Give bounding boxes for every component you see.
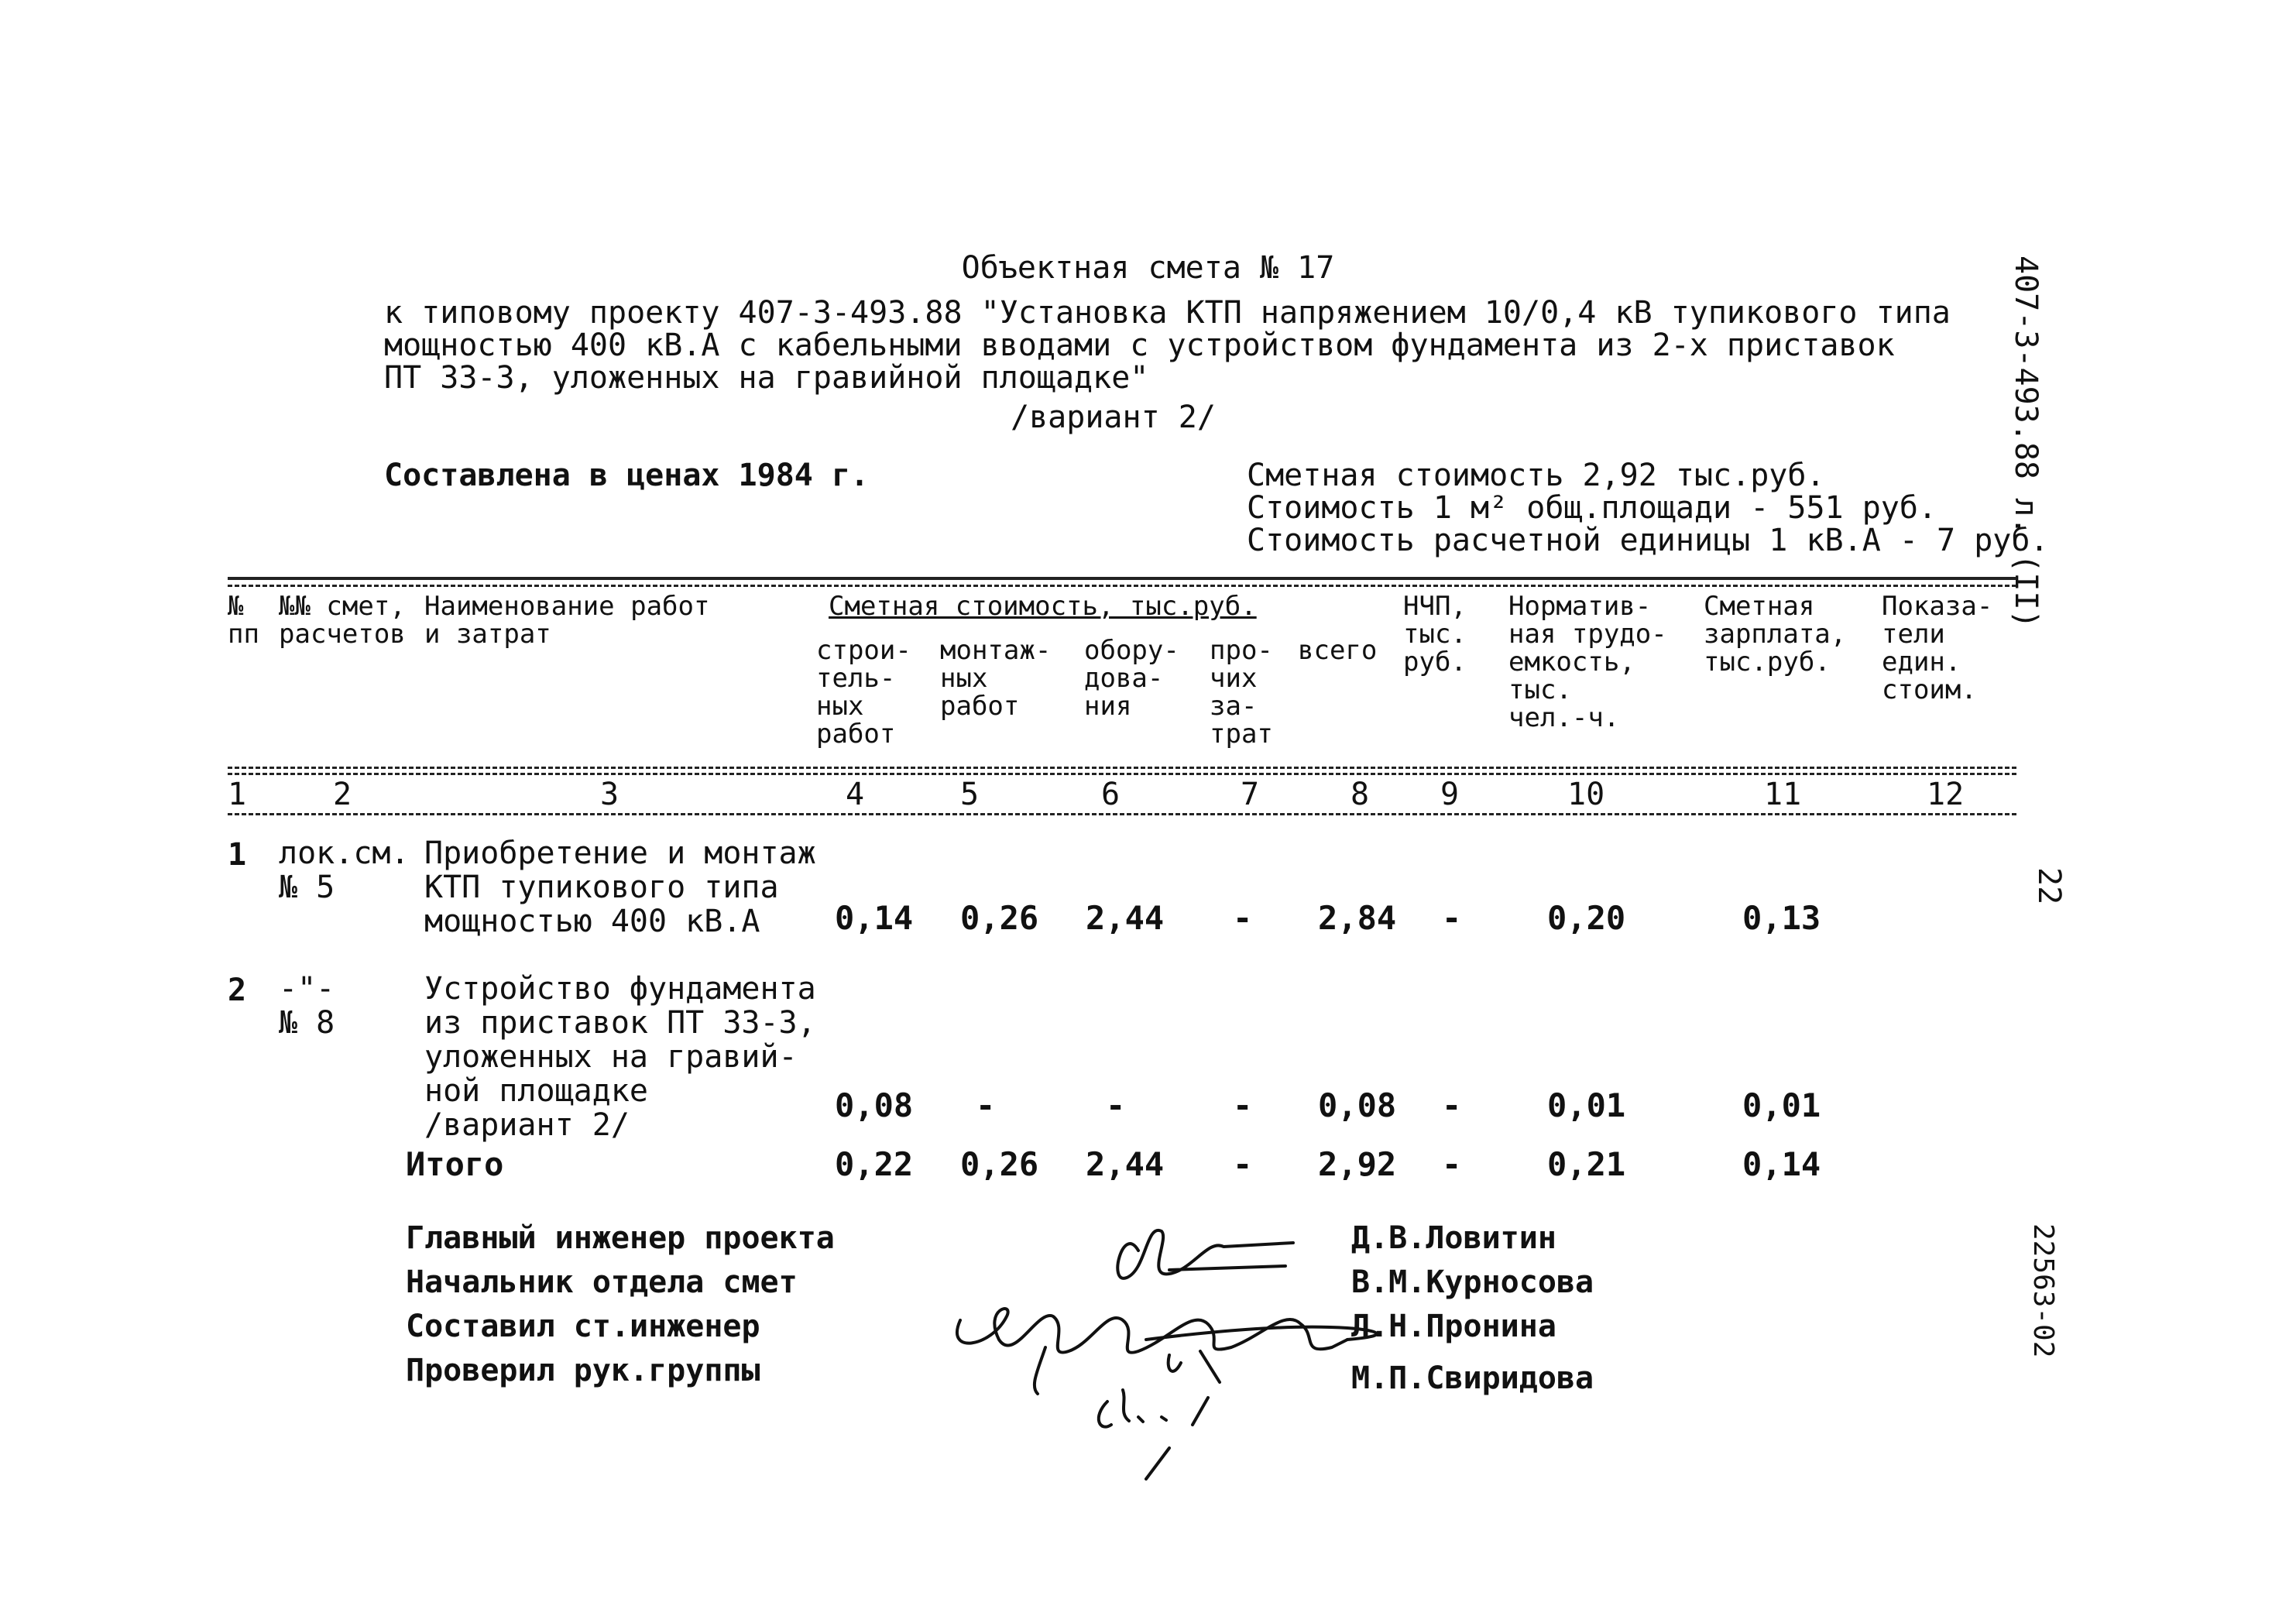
- total-wages: 0,14: [1742, 1145, 1821, 1183]
- sign-name-4: М.П.Свиридова: [1351, 1361, 1594, 1396]
- header-bottom-rule-2: [228, 773, 2016, 775]
- document-title: Объектная смета № 17: [961, 250, 1335, 286]
- total-total: 2,92: [1318, 1145, 1397, 1183]
- col-number-9: 9: [1440, 777, 1460, 812]
- header-wages: Сметная зарплата, тыс.руб.: [1704, 591, 1847, 678]
- handwritten-signatures: [914, 1192, 1688, 1440]
- row1-other: -: [1233, 899, 1253, 937]
- header-num: № пп: [228, 591, 259, 650]
- total-other: -: [1233, 1145, 1253, 1183]
- col-number-4: 4: [846, 777, 865, 812]
- row2-wages: 0,01: [1742, 1086, 1821, 1124]
- row1-ref: лок.см. № 5: [279, 836, 410, 905]
- total-construction: 0,22: [835, 1145, 914, 1183]
- col-number-3: 3: [600, 777, 619, 812]
- col-number-10: 10: [1567, 777, 1605, 812]
- col-number-11: 11: [1764, 777, 1802, 812]
- row1-nchp: -: [1442, 899, 1462, 937]
- subtitle-line-2: мощностью 400 кВ.А с кабельными вводами с устройством фундамента из 2-х приставок: [384, 328, 1895, 363]
- row1-name: Приобретение и монтаж КТП тупикового типа мощностью 400 кВ.А: [424, 836, 816, 939]
- subtitle-line-1: к типовому проекту 407-3-493.88 "Установка КТП напряжением 10/0,4 кВ тупикового типа: [384, 295, 1951, 331]
- sign-role-1: Главный инженер проекта: [406, 1220, 835, 1256]
- sign-role-4: Проверил рук.группы: [406, 1353, 760, 1388]
- row1-total: 2,84: [1318, 899, 1397, 937]
- header-nchp: НЧП, тыс. руб.: [1403, 591, 1467, 678]
- total-equipment: 2,44: [1086, 1145, 1165, 1183]
- row2-ref: -"- № 8: [279, 971, 335, 1041]
- total-installation: 0,26: [960, 1145, 1039, 1183]
- col-number-7: 7: [1241, 777, 1260, 812]
- table-top-rule: [228, 577, 2016, 580]
- header-name: Наименование работ и затрат: [424, 591, 710, 650]
- row1-installation: 0,26: [960, 899, 1039, 937]
- total-label: Итого: [406, 1145, 504, 1183]
- col-number-8: 8: [1350, 777, 1370, 812]
- sign-name-1: Д.В.Ловитин: [1351, 1220, 1556, 1256]
- col-number-12: 12: [1927, 777, 1965, 812]
- header-other: про- чих за- трат: [1210, 635, 1273, 750]
- row2-construction: 0,08: [835, 1086, 914, 1124]
- row1-wages: 0,13: [1742, 899, 1821, 937]
- cost-line-3: Стоимость расчетной единицы 1 кВ.А - 7 руб.: [1247, 523, 2049, 558]
- sign-role-3: Составил ст.инженер: [406, 1309, 760, 1344]
- header-equipment: обору- дова- ния: [1084, 635, 1179, 722]
- row2-nchp: -: [1442, 1086, 1462, 1124]
- header-indicators: Показа- тели един. стоим.: [1882, 591, 1993, 705]
- row1-num: 1: [228, 837, 247, 873]
- header-cost-group: Сметная стоимость, тыс.руб.: [829, 591, 1257, 622]
- side-code-top: 407-3-493.88 л. (II): [2008, 256, 2044, 629]
- row2-other: -: [1233, 1086, 1253, 1124]
- row2-equipment: -: [1106, 1086, 1126, 1124]
- header-bottom-rule: [228, 767, 2016, 769]
- col-numbers-rule: [228, 813, 2016, 815]
- header-labor: Норматив- ная трудо- емкость, тыс. чел.-ч.: [1508, 591, 1667, 733]
- header-installation: монтаж- ных работ: [940, 635, 1052, 722]
- total-nchp: -: [1442, 1145, 1462, 1183]
- col-number-1: 1: [228, 777, 247, 812]
- header-refs: №№ смет, расчетов: [279, 591, 406, 650]
- prices-note: Составлена в ценах 1984 г.: [384, 458, 870, 493]
- row2-installation: -: [976, 1086, 996, 1124]
- header-total: всего: [1298, 635, 1378, 666]
- col-number-5: 5: [960, 777, 980, 812]
- total-labor: 0,21: [1547, 1145, 1626, 1183]
- cost-line-2: Стоимость 1 м² общ.площади - 551 руб.: [1247, 490, 1937, 526]
- row1-labor: 0,20: [1547, 899, 1626, 937]
- col-number-2: 2: [333, 777, 352, 812]
- table-top-rule-2: [228, 585, 2016, 587]
- sign-name-3: Л.Н.Пронина: [1351, 1309, 1556, 1344]
- variant-label: /вариант 2/: [1011, 400, 1216, 435]
- header-construction: строи- тель- ных работ: [816, 635, 911, 750]
- row1-equipment: 2,44: [1086, 899, 1165, 937]
- col-number-6: 6: [1101, 777, 1121, 812]
- cost-line-1: Сметная стоимость 2,92 тыс.руб.: [1247, 458, 1825, 493]
- row2-name: Устройство фундамента из приставок ПТ 33-3, уложенных на гравий- ной площадке /вариант 2/: [424, 971, 816, 1143]
- row2-total: 0,08: [1318, 1086, 1397, 1124]
- sign-role-2: Начальник отдела смет: [406, 1264, 798, 1300]
- subtitle-line-3: ПТ 33-3, уложенных на гравийной площадке": [384, 360, 1149, 396]
- side-code-bottom: 22563-02: [2027, 1223, 2059, 1358]
- row2-labor: 0,01: [1547, 1086, 1626, 1124]
- side-page-number: 22: [2031, 867, 2067, 905]
- row1-construction: 0,14: [835, 899, 914, 937]
- sign-name-2: В.М.Курносова: [1351, 1264, 1594, 1300]
- row2-num: 2: [228, 973, 247, 1008]
